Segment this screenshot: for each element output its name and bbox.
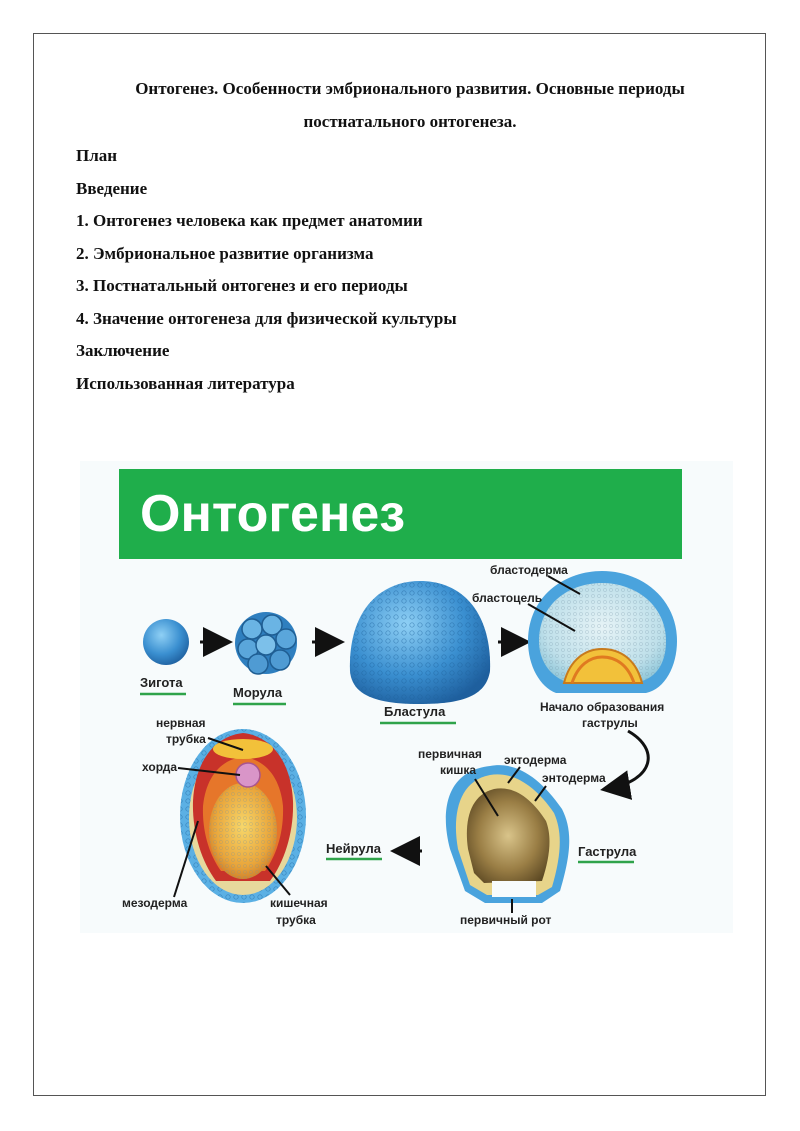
gut-tube-label-line2: трубка	[276, 913, 316, 927]
plan-heading: План	[76, 146, 118, 165]
primary-gut-label-line2: кишка	[440, 763, 477, 777]
notochord-label: хорда	[142, 760, 178, 774]
blastula-label: Бластула	[384, 704, 446, 719]
ontogenesis-figure	[80, 461, 733, 933]
title-line-1: Онтогенез. Особенности эмбрионального развития. Основные периоды	[135, 79, 685, 98]
blastocoel-label: бластоцель	[472, 591, 543, 605]
blastoderm-label: бластодерма	[490, 563, 568, 577]
plan-item-4: 4. Значение онтогенеза для физической культуры	[76, 308, 457, 328]
neural-tube-label-line1: нервная	[156, 716, 206, 730]
neural-tube-label-line2: трубка	[166, 732, 206, 746]
morula-illustration	[235, 612, 297, 674]
plan-list	[76, 140, 457, 400]
gastrulation-start-label-line1: Начало образования	[540, 700, 665, 714]
endoderm-label: энтодерма	[542, 771, 606, 785]
morula-label: Морула	[233, 685, 283, 700]
document-title	[80, 72, 740, 138]
gut-tube-label-line1: кишечная	[270, 896, 328, 910]
title-line-2: постнатального онтогенеза.	[303, 112, 517, 131]
neurula-illustration	[180, 729, 306, 903]
plan-item-introduction: Введение	[76, 178, 148, 198]
zygote-illustration	[143, 619, 189, 665]
gastrulation-start-label-line2: гаструлы	[582, 716, 638, 730]
plan-item-literature: Использованная литература	[76, 373, 295, 393]
gastrula-label: Гаструла	[578, 844, 637, 859]
primary-mouth-label: первичный рот	[460, 913, 552, 927]
figure-banner-title: Онтогенез	[140, 485, 406, 543]
plan-item-3: 3. Постнатальный онтогенез и его периоды	[76, 276, 408, 295]
primary-gut-label-line1: первичная	[418, 747, 482, 761]
neurula-label: Нейрула	[326, 841, 381, 856]
mesoderm-label: мезодерма	[122, 896, 188, 910]
plan-item-conclusion: Заключение	[76, 341, 170, 360]
zygote-label: Зигота	[140, 675, 183, 690]
ectoderm-label: эктодерма	[504, 753, 567, 767]
plan-item-2: 2. Эмбриональное развитие организма	[76, 243, 374, 263]
plan-item-1: 1. Онтогенез человека как предмет анатомии	[76, 211, 423, 230]
